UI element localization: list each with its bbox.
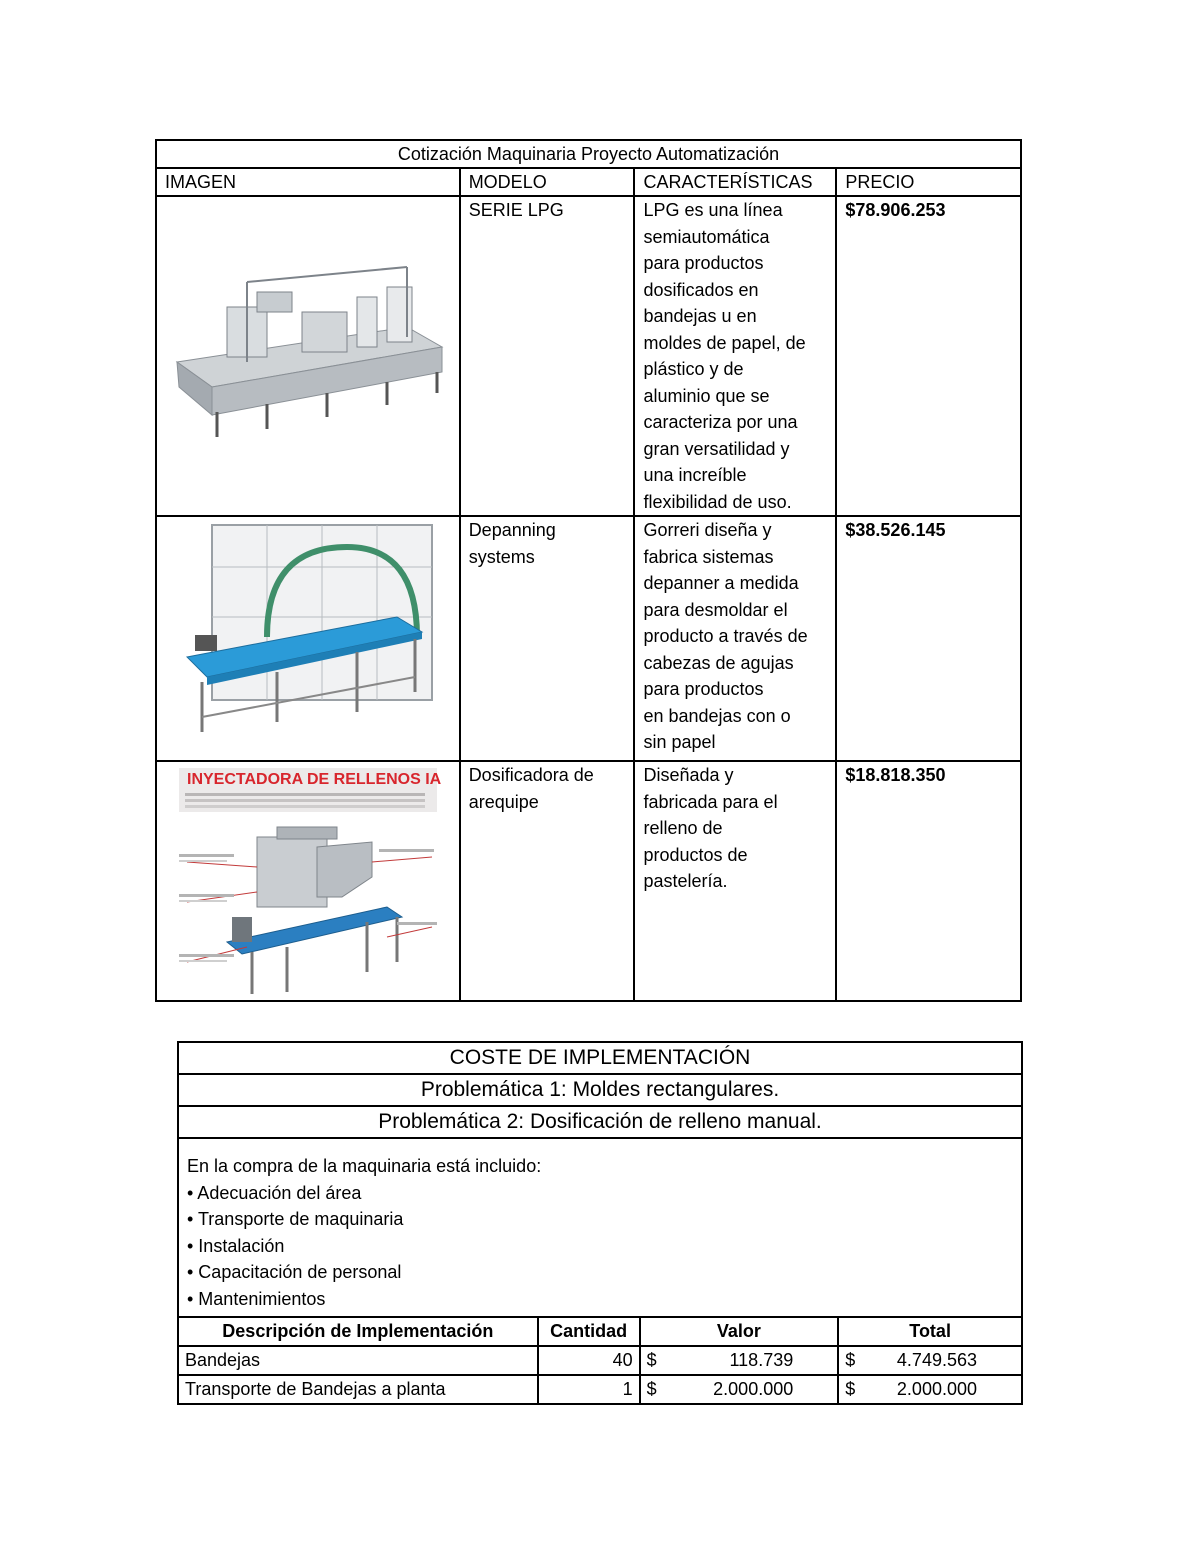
model-cell [460, 761, 635, 1001]
included-item: • Mantenimientos [187, 1288, 326, 1309]
feature-line: flexibilidad de uso. [643, 491, 792, 512]
header-features: CARACTERÍSTICAS [634, 168, 836, 196]
feature-line: bandejas u en [643, 306, 757, 326]
feature-line: sin papel [643, 732, 716, 752]
row-description: Transporte de Bandejas a planta [178, 1375, 538, 1404]
depanning-machine-image [157, 517, 459, 762]
price-cell: $18.818.350 [836, 761, 1021, 1001]
col-value: Valor [640, 1317, 839, 1346]
feature-line: productos de [643, 844, 748, 865]
model-line: Depanning [468, 520, 556, 540]
feature-line: aluminio que se [643, 385, 770, 406]
feature-line: Diseñada y [643, 765, 734, 785]
feature-line: cabezas de agujas [643, 652, 794, 673]
price-cell: $38.526.145 [836, 516, 1021, 761]
feature-line: moldes de papel, de [643, 332, 806, 353]
feature-line: para productos [643, 253, 764, 273]
feature-line: gran versatilidad y [643, 438, 790, 459]
table-row [178, 1375, 1022, 1404]
feature-line: dosificados en [643, 279, 759, 300]
table-row [156, 516, 1021, 761]
row-value-cell [640, 1375, 839, 1404]
problem-1: Problemática 1: Moldes rectangulares. [178, 1074, 1022, 1106]
features-cell [634, 196, 836, 516]
currency-symbol: $ [845, 1379, 856, 1399]
col-quantity: Cantidad [538, 1317, 640, 1346]
included-intro: En la compra de la maquinaria está incluido: [187, 1156, 542, 1176]
feature-line: para desmoldar el [643, 599, 788, 620]
feature-line: para productos [643, 679, 764, 699]
included-item: • Capacitación de personal [187, 1262, 402, 1282]
product-image [156, 761, 460, 1001]
features-cell [634, 516, 836, 761]
injector-machine-image [157, 822, 459, 1002]
feature-line: semiautomática [643, 226, 770, 247]
model-line: arequipe [468, 791, 539, 812]
feature-line: plástico y de [643, 359, 744, 379]
cost-table [177, 1041, 1023, 1405]
product-image [156, 196, 460, 516]
row-total: 2.000.000 [896, 1379, 977, 1399]
injector-title: INYECTADORA DE RELLENOS IA [187, 771, 442, 788]
feature-line: Gorreri diseña y [643, 520, 772, 540]
model-line: systems [468, 546, 535, 567]
col-total: Total [838, 1317, 1022, 1346]
feature-line: fabrica sistemas [643, 546, 774, 567]
model-line: Dosificadora de [468, 765, 594, 785]
header-image: IMAGEN [156, 168, 460, 196]
feature-line: caracteriza por una [643, 412, 798, 432]
feature-line: producto a través de [643, 626, 808, 646]
currency-symbol: $ [646, 1350, 657, 1370]
quote-title: Cotización Maquinaria Proyecto Automatización [156, 140, 1021, 168]
feature-line: depanner a medida [643, 573, 799, 593]
feature-line: en bandejas con o [643, 705, 791, 726]
feature-line: pastelería. [643, 871, 728, 891]
header-price: PRECIO [836, 168, 1021, 196]
row-description: Bandejas [178, 1346, 538, 1375]
model-cell [460, 516, 635, 761]
included-item: • Adecuación del área [187, 1182, 362, 1203]
row-quantity: 1 [538, 1375, 640, 1404]
table-row [156, 196, 1021, 516]
cost-title: COSTE DE IMPLEMENTACIÓN [178, 1042, 1022, 1074]
lpg-machine-image [157, 197, 459, 513]
feature-line: LPG es una línea [643, 200, 783, 220]
banner-subtext-lines [185, 793, 425, 796]
row-quantity: 40 [538, 1346, 640, 1375]
model-line: SERIE LPG [468, 200, 564, 220]
problem-2: Problemática 2: Dosificación de relleno manual. [178, 1106, 1022, 1138]
currency-symbol: $ [845, 1350, 856, 1370]
col-description: Descripción de Implementación [178, 1317, 538, 1346]
injector-banner [179, 768, 442, 812]
features-cell [634, 761, 836, 1001]
table-row [178, 1346, 1022, 1375]
model-cell [460, 196, 635, 516]
currency-symbol: $ [646, 1379, 657, 1399]
row-total-cell [838, 1346, 1022, 1375]
included-block [178, 1138, 1022, 1317]
row-total-cell [838, 1375, 1022, 1404]
product-image [156, 516, 460, 761]
feature-line: relleno de [643, 818, 723, 838]
row-value: 2.000.000 [713, 1379, 794, 1399]
table-row [156, 761, 1021, 1001]
feature-line: una increíble [643, 465, 747, 485]
included-item: • Transporte de maquinaria [187, 1209, 404, 1229]
row-value-cell [640, 1346, 839, 1375]
row-total: 4.749.563 [896, 1350, 977, 1370]
header-model: MODELO [460, 168, 635, 196]
feature-line: fabricada para el [643, 791, 778, 812]
quote-table [155, 139, 1022, 1002]
row-value: 118.739 [729, 1350, 794, 1370]
included-item: • Instalación [187, 1235, 285, 1256]
price-cell: $78.906.253 [836, 196, 1021, 516]
